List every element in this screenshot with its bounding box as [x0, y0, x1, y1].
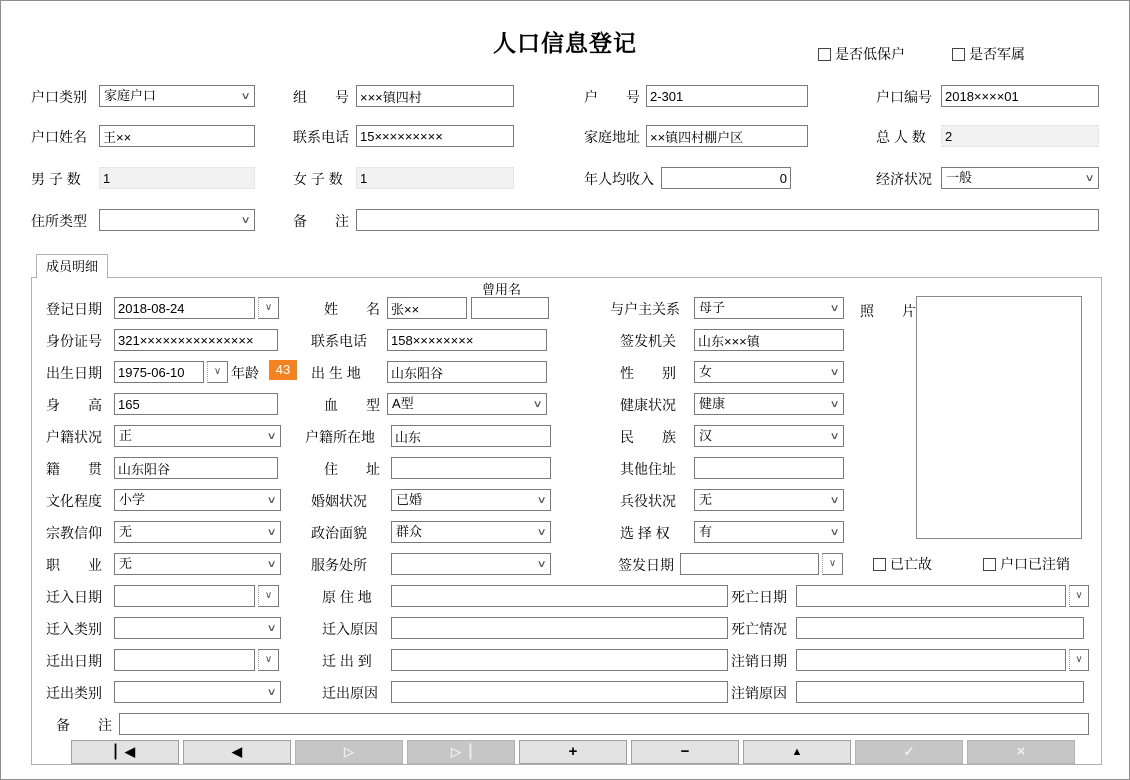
nav-cancel-button[interactable]: × — [967, 740, 1075, 764]
health-value: 健康 — [699, 396, 726, 411]
death-date-input[interactable] — [796, 585, 1066, 607]
hukou-status-value: 正 — [119, 428, 133, 443]
origin-place-label: 原 住 地 — [322, 589, 372, 605]
member-name-label: 姓 名 — [324, 301, 380, 317]
address-input[interactable] — [391, 457, 551, 479]
religion-value: 无 — [119, 524, 133, 539]
hukou-status-combo[interactable] — [114, 425, 281, 447]
male-count-label: 男 子 数 — [31, 171, 81, 187]
move-out-reason-input[interactable] — [391, 681, 728, 703]
chevron-down-icon: ∨ — [1075, 590, 1083, 601]
military-status-combo[interactable] — [694, 489, 844, 511]
marital-value: 已婚 — [396, 492, 423, 507]
id-number-input[interactable] — [114, 329, 278, 351]
blood-type-label: 血 型 — [324, 397, 380, 413]
blood-type-value: A型 — [392, 396, 414, 411]
voting-right-combo[interactable] — [694, 521, 844, 543]
former-name-input[interactable] — [471, 297, 549, 319]
member-remark-label: 备 注 — [56, 717, 112, 733]
tab-member-detail[interactable]: 成员明细 — [36, 254, 108, 278]
hukou-cancelled-checkbox[interactable] — [983, 554, 1070, 574]
education-label: 文化程度 — [46, 493, 102, 509]
move-out-to-input[interactable] — [391, 649, 728, 671]
hukou-name-input[interactable] — [99, 125, 255, 147]
move-out-date-label: 迁出日期 — [46, 653, 102, 669]
reg-date-label: 登记日期 — [46, 301, 102, 317]
death-date-label: 死亡日期 — [731, 589, 787, 605]
chevron-down-icon: ∨ — [536, 559, 547, 570]
deceased-checkbox[interactable] — [873, 554, 932, 574]
gender-label: 性 别 — [620, 365, 676, 381]
occupation-combo[interactable] — [114, 553, 281, 575]
marital-label: 婚姻状况 — [311, 493, 367, 509]
gender-combo[interactable] — [694, 361, 844, 383]
origin-place-input[interactable] — [391, 585, 728, 607]
member-remark-input[interactable] — [119, 713, 1089, 735]
move-out-date-picker-button[interactable] — [258, 649, 279, 671]
voting-right-value: 有 — [699, 524, 713, 539]
chevron-down-icon: ∨ — [266, 495, 277, 506]
family-address-input[interactable] — [646, 125, 808, 147]
chevron-down-icon: ∨ — [829, 527, 840, 538]
hukou-cancelled-checkbox-label: 户口已注销 — [1000, 556, 1070, 572]
chevron-down-icon: ∨ — [240, 91, 251, 102]
age-label: 年龄 — [231, 365, 259, 381]
checkbox-icon — [952, 48, 965, 61]
ethnicity-combo[interactable] — [694, 425, 844, 447]
religion-label: 宗教信仰 — [46, 525, 102, 541]
political-combo[interactable] — [391, 521, 551, 543]
house-no-input[interactable] — [646, 85, 808, 107]
nav-add-button[interactable]: + — [519, 740, 627, 764]
chevron-down-icon: ∨ — [264, 590, 273, 601]
male-count-field — [99, 167, 255, 189]
relation-value: 母子 — [699, 300, 726, 315]
economic-status-label: 经济状况 — [876, 171, 932, 187]
military-family-checkbox[interactable] — [952, 44, 1025, 64]
military-status-label: 兵役状况 — [620, 493, 676, 509]
move-in-type-label: 迁入类别 — [46, 621, 102, 637]
chevron-down-icon: ∨ — [829, 367, 840, 378]
move-out-to-label: 迁 出 到 — [322, 653, 372, 669]
chevron-down-icon: ∨ — [213, 366, 222, 377]
reg-date-picker-button[interactable] — [258, 297, 279, 319]
annual-income-label: 年人均收入 — [584, 171, 654, 187]
workplace-label: 服务处所 — [311, 557, 367, 573]
issue-date-label: 签发日期 — [618, 557, 674, 573]
checkbox-icon — [983, 558, 996, 571]
family-address-label: 家庭地址 — [584, 129, 640, 145]
move-in-date-picker-button[interactable] — [258, 585, 279, 607]
chevron-down-icon: ∨ — [829, 495, 840, 506]
voting-right-label: 选 择 权 — [620, 525, 670, 541]
relation-label: 与户主关系 — [610, 301, 680, 317]
chevron-down-icon: ∨ — [266, 623, 277, 634]
group-no-label: 组 号 — [293, 89, 349, 105]
economic-status-value: 一般 — [946, 170, 973, 185]
move-out-type-combo[interactable] — [114, 681, 281, 703]
religion-combo[interactable] — [114, 521, 281, 543]
chevron-down-icon: ∨ — [264, 654, 273, 665]
checkbox-icon — [873, 558, 886, 571]
workplace-combo[interactable] — [391, 553, 551, 575]
political-value: 群众 — [396, 524, 423, 539]
low-income-checkbox[interactable] — [818, 44, 905, 64]
hukou-type-combo[interactable] — [99, 85, 255, 107]
move-in-reason-input[interactable] — [391, 617, 728, 639]
birth-date-picker-button[interactable] — [207, 361, 228, 383]
chevron-down-icon: ∨ — [829, 399, 840, 410]
former-name-label: 曾用名 — [482, 282, 522, 297]
military-family-checkbox-label: 是否军属 — [969, 46, 1025, 62]
issue-org-input[interactable] — [694, 329, 844, 351]
occupation-label: 职 业 — [46, 557, 102, 573]
hukou-type-value: 家庭户口 — [104, 88, 157, 103]
group-no-input[interactable] — [356, 85, 514, 107]
death-info-label: 死亡情况 — [731, 621, 787, 637]
chevron-down-icon: ∨ — [829, 431, 840, 442]
political-label: 政治面貌 — [311, 525, 367, 541]
header-remark-input[interactable] — [356, 209, 1099, 231]
cancel-reason-input[interactable] — [796, 681, 1084, 703]
nav-last-button[interactable]: ▷▕ — [407, 740, 515, 764]
annual-income-input[interactable] — [661, 167, 791, 189]
member-name-input[interactable] — [387, 297, 467, 319]
cancel-date-label: 注销日期 — [731, 653, 787, 669]
total-count-field — [941, 125, 1099, 147]
chevron-down-icon: ∨ — [828, 558, 837, 569]
female-count-label: 女 子 数 — [293, 171, 343, 187]
education-value: 小学 — [119, 492, 146, 507]
nav-delete-button[interactable]: − — [631, 740, 739, 764]
nav-edit-button[interactable]: ▲ — [743, 740, 851, 764]
cancel-date-picker-button[interactable] — [1069, 649, 1089, 671]
hukou-status-label: 户籍状况 — [46, 429, 102, 445]
checkbox-icon — [818, 48, 831, 61]
photo-box — [916, 296, 1082, 539]
header-remark-label: 备 注 — [293, 213, 349, 229]
death-info-input[interactable] — [796, 617, 1084, 639]
female-count-field — [356, 167, 514, 189]
total-count-label: 总 人 数 — [876, 129, 926, 145]
deceased-checkbox-label: 已亡故 — [890, 556, 932, 572]
hukou-location-input[interactable] — [391, 425, 551, 447]
education-combo[interactable] — [114, 489, 281, 511]
move-out-type-label: 迁出类别 — [46, 685, 102, 701]
ethnicity-label: 民 族 — [620, 429, 676, 445]
issue-org-label: 签发机关 — [620, 333, 676, 349]
chevron-down-icon: ∨ — [532, 399, 543, 410]
low-income-checkbox-label: 是否低保户 — [835, 46, 905, 62]
chevron-down-icon: ∨ — [266, 431, 277, 442]
hukou-no-input[interactable] — [941, 85, 1099, 107]
move-out-reason-label: 迁出原因 — [322, 685, 378, 701]
issue-date-picker-button[interactable] — [822, 553, 843, 575]
chevron-down-icon: ∨ — [536, 527, 547, 538]
nav-first-button[interactable]: ▏◀ — [71, 740, 179, 764]
military-status-value: 无 — [699, 492, 713, 507]
address-label: 住 址 — [324, 461, 380, 477]
id-number-label: 身份证号 — [46, 333, 102, 349]
move-in-date-label: 迁入日期 — [46, 589, 102, 605]
other-address-input[interactable] — [694, 457, 844, 479]
chevron-down-icon: ∨ — [1084, 173, 1095, 184]
hukou-type-label: 户口类别 — [31, 89, 87, 105]
height-label: 身 高 — [46, 397, 102, 413]
birth-date-label: 出生日期 — [46, 365, 102, 381]
blood-type-combo[interactable] — [387, 393, 547, 415]
chevron-down-icon: ∨ — [266, 559, 277, 570]
chevron-down-icon: ∨ — [536, 495, 547, 506]
cancel-reason-label: 注销原因 — [731, 685, 787, 701]
move-out-date-input[interactable] — [114, 649, 255, 671]
occupation-value: 无 — [119, 556, 133, 571]
nav-next-button[interactable]: ▷ — [295, 740, 403, 764]
move-in-reason-label: 迁入原因 — [322, 621, 378, 637]
health-combo[interactable] — [694, 393, 844, 415]
hukou-name-label: 户口姓名 — [31, 129, 87, 145]
member-phone-input[interactable] — [387, 329, 547, 351]
relation-combo[interactable] — [694, 297, 844, 319]
cancel-date-input[interactable] — [796, 649, 1066, 671]
issue-date-input[interactable] — [680, 553, 819, 575]
contact-phone-label: 联系电话 — [293, 129, 349, 145]
other-address-label: 其他住址 — [620, 461, 676, 477]
birth-place-input[interactable] — [387, 361, 547, 383]
chevron-down-icon: ∨ — [829, 303, 840, 314]
page-title: 人口信息登记 — [493, 30, 637, 56]
residence-type-label: 住所类型 — [31, 213, 87, 229]
nav-prev-button[interactable]: ◀ — [183, 740, 291, 764]
marital-combo[interactable] — [391, 489, 551, 511]
chevron-down-icon: ∨ — [1075, 654, 1083, 665]
gender-value: 女 — [699, 364, 713, 379]
chevron-down-icon: ∨ — [266, 687, 277, 698]
reg-date-input[interactable] — [114, 297, 255, 319]
ethnicity-value: 汉 — [699, 428, 713, 443]
birth-date-input[interactable] — [114, 361, 204, 383]
nav-post-button[interactable]: ✓ — [855, 740, 963, 764]
health-label: 健康状况 — [620, 397, 676, 413]
hukou-location-label: 户籍所在地 — [305, 429, 375, 445]
chevron-down-icon: ∨ — [240, 215, 251, 226]
contact-phone-input[interactable] — [356, 125, 514, 147]
hukou-no-label: 户口编号 — [876, 89, 932, 105]
native-place-label: 籍 贯 — [46, 461, 102, 477]
house-no-label: 户 号 — [584, 89, 640, 105]
residence-type-combo[interactable] — [99, 209, 255, 231]
age-value-badge: 43 — [269, 360, 297, 380]
native-place-input[interactable] — [114, 457, 278, 479]
photo-label: 照 片 — [860, 303, 916, 319]
birth-place-label: 出 生 地 — [311, 365, 361, 381]
move-in-type-combo[interactable] — [114, 617, 281, 639]
death-date-picker-button[interactable] — [1069, 585, 1089, 607]
member-phone-label: 联系电话 — [311, 333, 367, 349]
chevron-down-icon: ∨ — [264, 302, 273, 313]
move-in-date-input[interactable] — [114, 585, 255, 607]
chevron-down-icon: ∨ — [266, 527, 277, 538]
economic-status-combo[interactable] — [941, 167, 1099, 189]
height-input[interactable] — [114, 393, 278, 415]
